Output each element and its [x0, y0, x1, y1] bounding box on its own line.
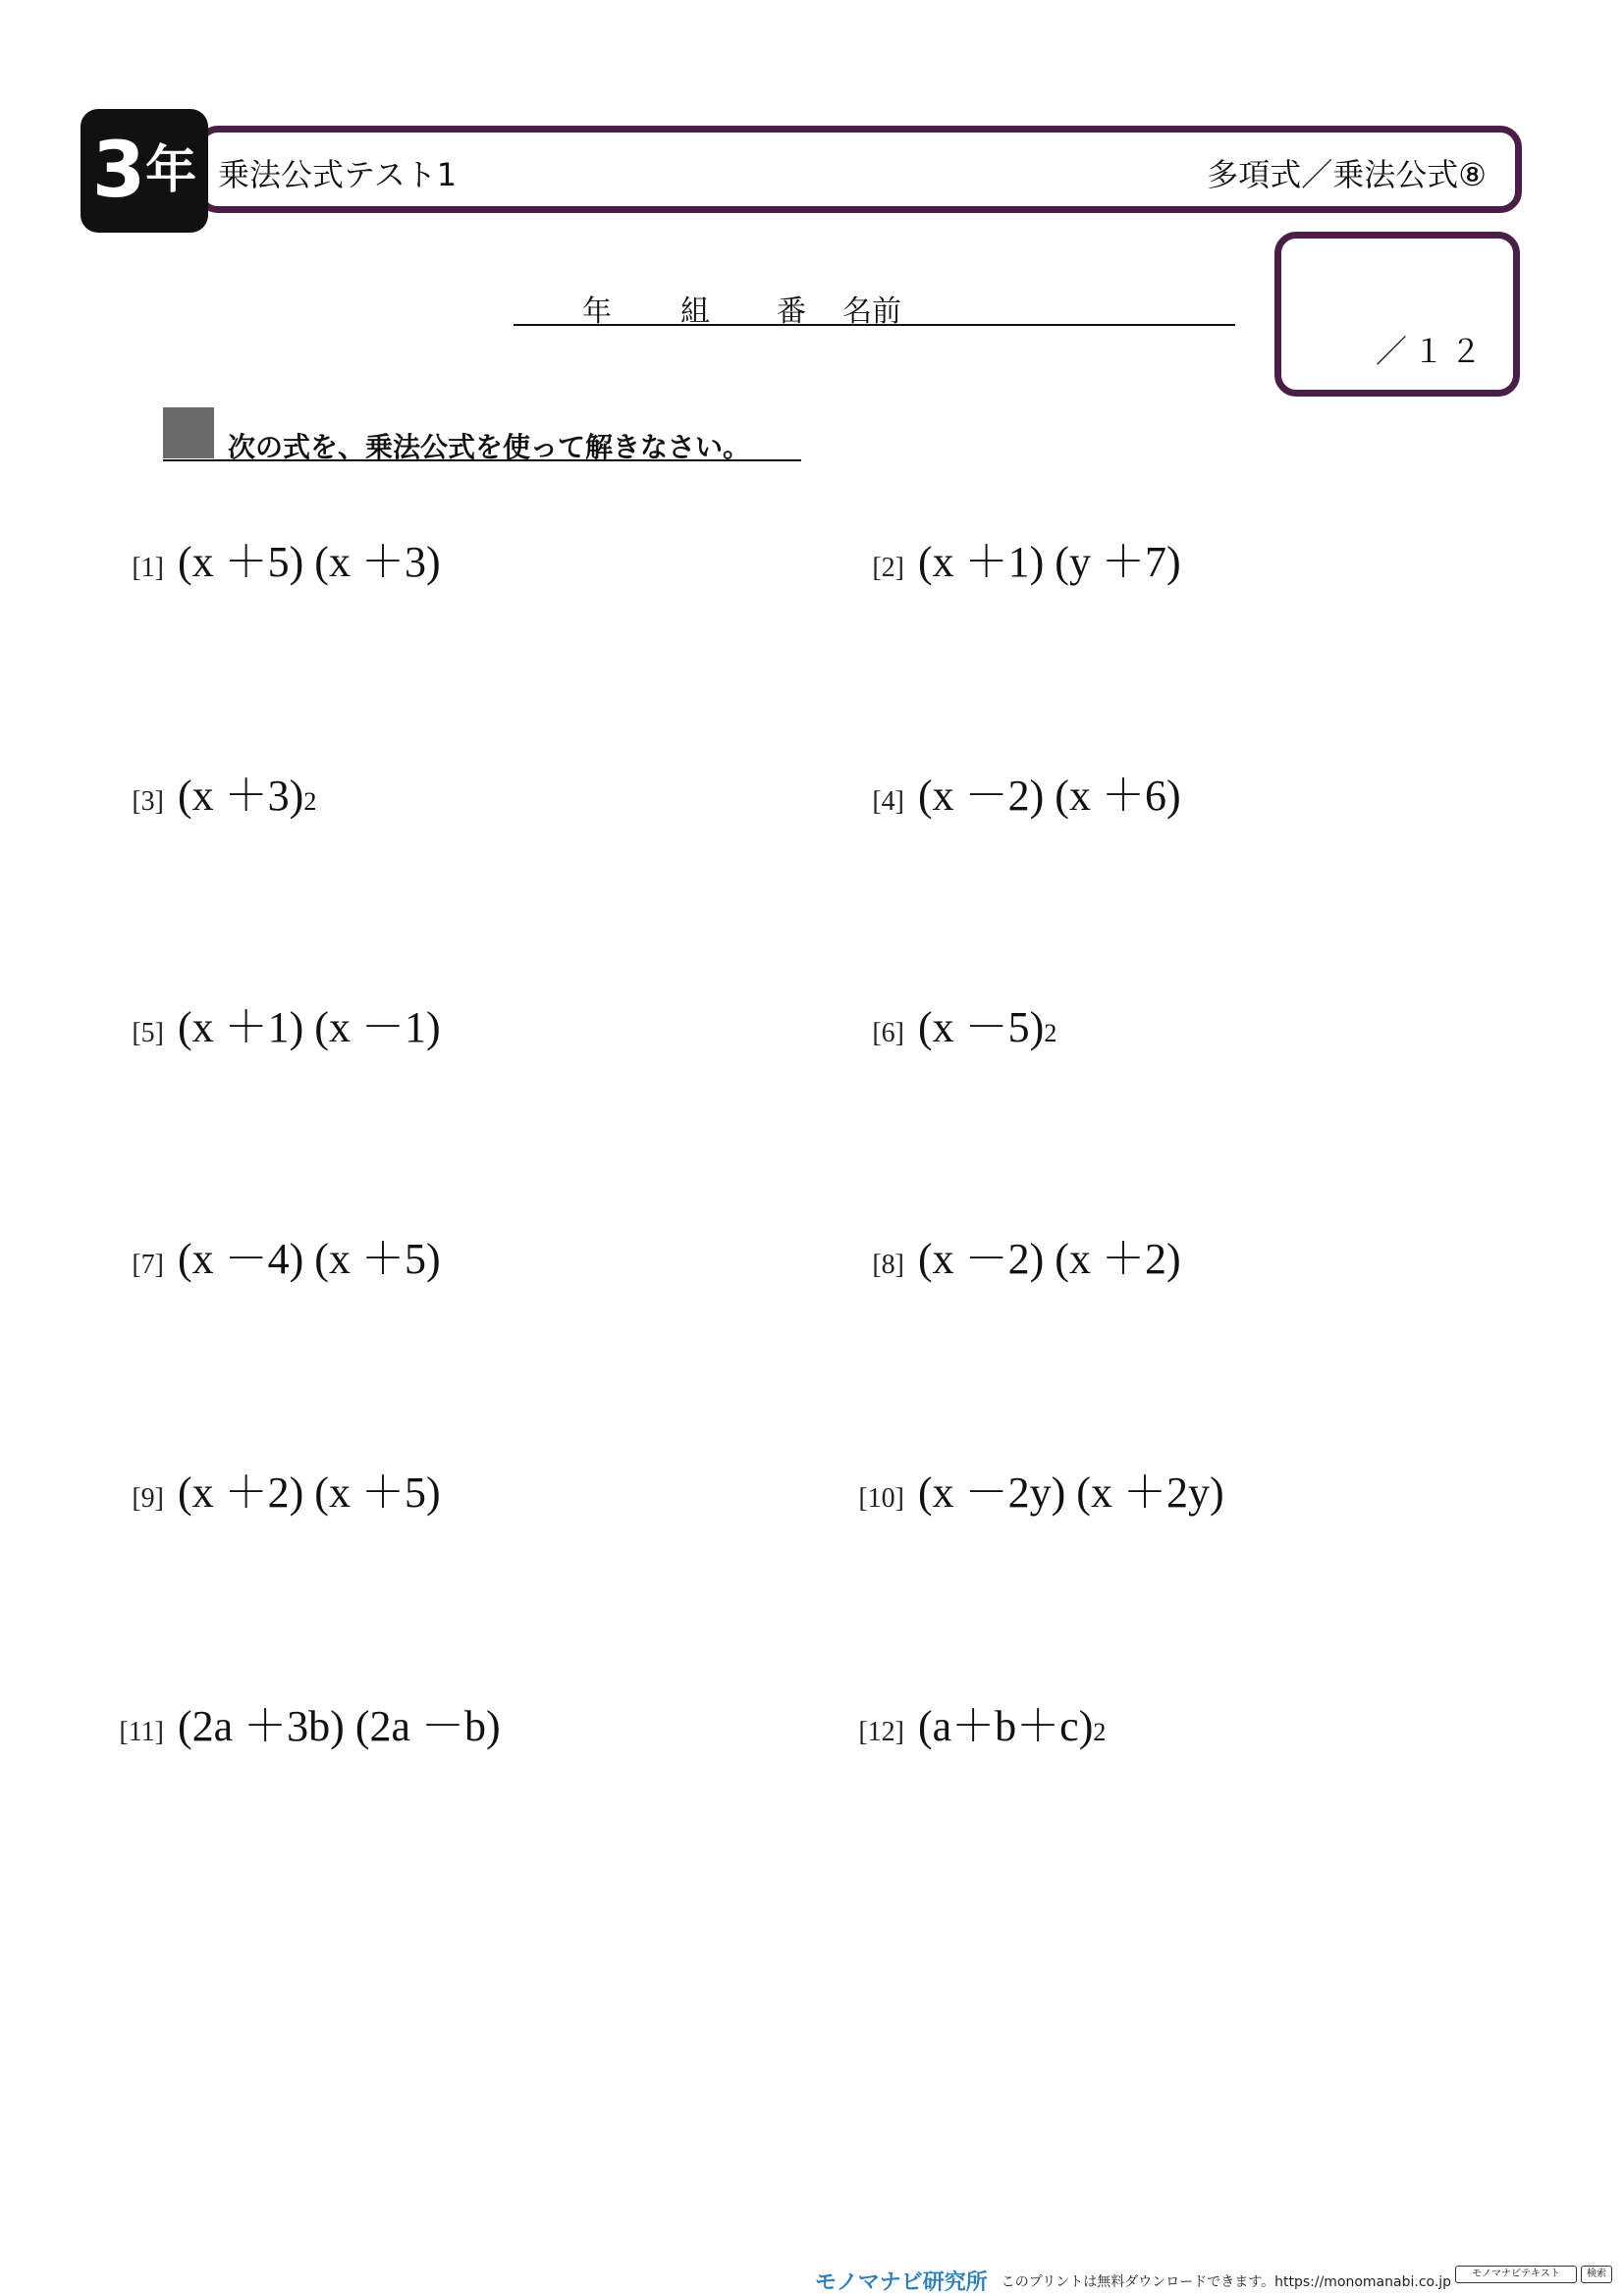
problem-expression: (2a ＋3b) (2a －b)	[178, 1702, 501, 1750]
problem-number: [9]	[132, 1483, 164, 1514]
problem-expression: (x －2y) (x ＋2y)	[918, 1468, 1224, 1517]
problem-7	[101, 1223, 441, 1286]
grade-suffix: 年	[145, 141, 197, 200]
problem-exponent: 2	[303, 787, 317, 816]
name-label: 名前	[842, 294, 901, 329]
grade-badge	[81, 109, 208, 233]
instruction-text: 次の式を、乗法公式を使って解きなさい。	[228, 431, 751, 463]
problem-9	[101, 1457, 441, 1520]
search-input[interactable]: モノマナビテキスト	[1455, 2266, 1577, 2283]
problem-10	[841, 1457, 1224, 1520]
problem-expression: (x ＋1) (x －1)	[178, 1003, 441, 1051]
problem-number: [5]	[132, 1018, 164, 1048]
problem-expression: (x ＋5) (x ＋3)	[178, 538, 441, 586]
problem-number: [11]	[119, 1717, 164, 1747]
student-info-line	[514, 285, 1235, 329]
problem-11	[101, 1690, 501, 1753]
problem-number: [3]	[132, 786, 164, 817]
problem-expression: (x －5)	[918, 1003, 1045, 1051]
instruction-marker	[163, 407, 214, 458]
problem-expression: (x －4) (x ＋5)	[178, 1235, 441, 1283]
problem-number: [12]	[858, 1717, 904, 1747]
instruction-underline	[163, 459, 801, 461]
problem-expression: (x ＋3)	[178, 772, 304, 820]
problem-number: [6]	[872, 1018, 904, 1048]
score-total: ／１２	[1375, 333, 1488, 370]
footer-search	[1455, 2266, 1612, 2283]
problem-expression: (x ＋2) (x ＋5)	[178, 1468, 441, 1517]
problem-number: [1]	[132, 553, 164, 583]
problem-6	[841, 991, 1056, 1054]
problem-1	[101, 526, 441, 589]
problem-expression: (x －2) (x ＋6)	[918, 772, 1181, 820]
footer-notice[interactable]: このプリントは無料ダウンロードできます。https://monomanabi.co.jp	[1001, 2273, 1452, 2290]
problem-exponent: 2	[1093, 1718, 1107, 1746]
number-label: 番	[777, 294, 806, 329]
problem-5	[101, 991, 441, 1054]
problem-8	[841, 1223, 1181, 1286]
score-box	[1274, 232, 1520, 397]
problem-expression: (x ＋1) (y ＋7)	[918, 538, 1181, 586]
grade-number: 3	[91, 127, 144, 215]
problem-exponent: 2	[1044, 1019, 1057, 1047]
publisher-logo[interactable]: モノマナビ研究所	[815, 2270, 988, 2295]
class-label: 組	[680, 294, 710, 329]
problem-number: [2]	[872, 553, 904, 583]
worksheet-title: 乗法公式テスト1	[218, 156, 458, 193]
problem-4	[841, 760, 1181, 823]
problem-expression: (x －2) (x ＋2)	[918, 1235, 1181, 1283]
problem-number: [8]	[872, 1250, 904, 1280]
search-button[interactable]: 検索	[1581, 2266, 1612, 2283]
unit-label: 多項式／乗法公式⑧	[1207, 156, 1487, 193]
problem-3	[101, 760, 316, 823]
problem-number: [7]	[132, 1250, 164, 1280]
problem-expression: (a＋b＋c)	[918, 1702, 1094, 1750]
problem-number: [10]	[858, 1483, 904, 1514]
problem-number: [4]	[872, 786, 904, 817]
year-label: 年	[582, 294, 612, 329]
problem-2	[841, 526, 1181, 589]
problem-12	[841, 1690, 1106, 1753]
footer	[815, 2266, 1451, 2296]
